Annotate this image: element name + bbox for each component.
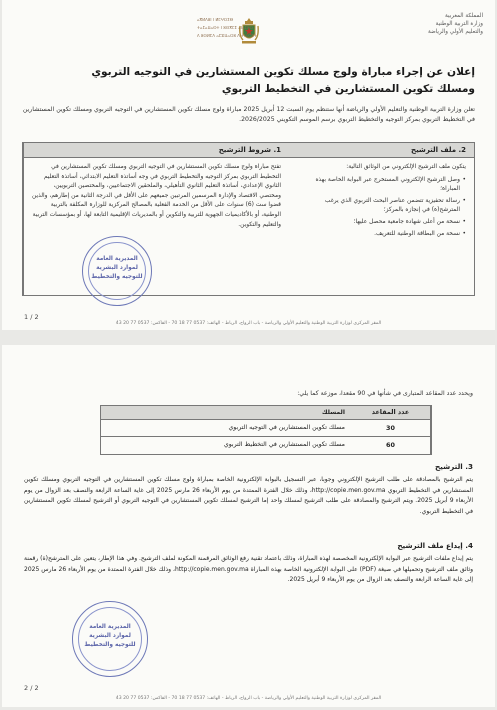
track-cell: مسلك تكوين المستشارين في التوجيه التربوي [228, 424, 345, 431]
section-4-title: 4. إيداع ملف الترشيح [397, 541, 473, 550]
amazigh-header [197, 16, 267, 40]
application-file-intro: يتكون ملف الترشيح الإلكتروني من الوثائق التالية: [346, 164, 466, 170]
ministry-header [273, 12, 483, 36]
conditions-text: تفتح مباراة ولوج مسلك تكوين المستشارين في التوجيه التربوي ومسلك تكوين المستشارين في التخطيط التربوي بمركز التوجيه والتخطيط التربوي في وجه أساتذة التعليم الابتدائي، أساتذة التعليم الثانوي الإعدادي، أساتذة التعليم الثانوي التأهيلي، والملحقين الاجتماعيين، والمختصين التربويين، ومختصي الاقتصاد والإدارة المرسمين المرتبين جميعهم على الأقل في الدرجة الثانية من إطارهم، والذين قضوا ست (6) سنوات على الأقل من الخدمة الفعلية بالمصالح المركزية للوزارة المكلفة بالتربية الوطنية، أو بالأكاديميات الجهوية للتربية والتكوين أو بالمديريات الإقليمية التابعة لها، أو بمؤسسات التربية والتعليم والتكوين. [32, 164, 281, 228]
header-line: ⵜⴰⵎⴰⵡⴰⵙⵜ ⵏ ⵓⵙⴳⵎⵉ ⴰⵏⴰⵎⵓⵔ [197, 25, 254, 30]
stamp-text: المديرية العامة [96, 256, 138, 262]
seats-intro: ويحدد عدد المقاعد المتبارى في شأنها في 90 مقعدا، موزعة كما يلي: [297, 390, 473, 397]
document-page-1 [2, 0, 495, 330]
seats-table [100, 405, 432, 455]
table-row [101, 420, 431, 437]
header-line: ⴰⴳⵍⴷⵓⵏ ⵏ ⵍⵎⵖⵔⵉⴱ [197, 17, 234, 22]
section-3-body: يتم الترشيح بالمصادقة على طلب الترشيح الإلكتروني وجوبا، عبر التسجيل بالبوابة الإلكترونية الخاصة بمباراة ولوج مسلك تكوين المستشارين في التوجيه التربوي ومسلك تكوين المستشارين في التخطيط التربوي http://copie.men.gov.ma، وذلك خلال الفترة الممتدة من يوم الأربعاء 26 مارس 2025 إلى غاية الساعة الرابعة والنصف بعد الزوال من يوم الأربعاء 9 أبريل 2025. ويتم الترشيح والمصادقة على طلب الترشيح لمسلك واحد إما الترشيح لمسلك تكوين المستشارين في التوجيه التربوي أو الترشيح لمسلك تكوين المستشارين في التخطيط التربوي. [24, 476, 474, 515]
official-stamp [82, 236, 152, 306]
header-line: المملكة المغربية [445, 13, 483, 19]
stamp-text: لموارد البشرية [89, 633, 131, 639]
title-line: إعلان عن إجراء مباراة ولوج مسلك تكوين المستشارين في التوجيه التربوي [91, 66, 475, 78]
announcement-title [22, 64, 475, 98]
track-header: المسلك [321, 409, 345, 416]
page-number: 2 / 2 [24, 684, 39, 692]
section-4-body: يتم إيداع ملفات الترشيح عبر البوابة الإلكترونية المخصصة لهذه المباراة، وذلك باعتماد تقنية رفع الوثائق المرقمنة المكونة لملف الترشيح. وفي هذا الإطار، يتعين على المترشح(ة) رقمنة وثائق ملف الترشيح وتحميلها في صيغة (PDF) على البوابة الإلكترونية الخاصة بهذه المباراة http://copie.men.gov.ma، وذلك خلال الفترة الممتدة من يوم الأربعاء 26 مارس 2025 إلى غاية الساعة الرابعة والنصف بعد الزوال من يوم الأربعاء 9 أبريل 2025. [23, 555, 474, 583]
list-item: • نسخة من أعلى شهادة جامعية محصل عليها؛ [295, 218, 466, 228]
official-stamp [72, 601, 148, 677]
stamp-text: المديرية العامة [89, 624, 131, 630]
conditions-header: 1. شروط الترشيح [24, 143, 289, 158]
header-line: ⴷ ⵓⵙⵍⵎⴷ ⴰⵎⵣⵡⴰⵔⵓ ⴷ ⵜⵏⴰⵔⵉⵜ [197, 33, 258, 38]
application-file-header: 2. ملف الترشيح [289, 143, 474, 158]
page-footer: المقر المركزي لوزارة التربية الوطنية والتعليم الأولي والرياضة - باب الرواح، الرباط - الهاتف: 0537 77 18 70 - الفاكس: 0537 77 20 43 [115, 696, 382, 701]
list-item: • نسخة من البطاقة الوطنية للتعريف. [295, 230, 466, 240]
seats-cell: 60 [351, 437, 431, 454]
title-line: ومسلك تكوين المستشارين في التخطيط التربوي [221, 83, 475, 95]
stamp-text: لموارد البشرية [96, 265, 138, 271]
conditions-column [23, 143, 289, 295]
stamp-text: للتوجيه والتخطيط [84, 642, 136, 648]
page-number: 1 / 2 [24, 313, 39, 321]
list-item: • رسالة تحفيزية تتضمن عناصر البحث التربوي الذي يرغب المترشح(ة) في إنجازه بالمركز؛ [295, 197, 466, 216]
section-3-title: 3. الترشيح [435, 462, 473, 471]
seats-header: عدد المقاعد [351, 406, 431, 419]
stamp-text: للتوجيه والتخطيط [91, 274, 143, 280]
application-file-column [289, 143, 474, 295]
list-item: • وصل الترشيح الإلكتروني المستخرج عبر البوابة الخاصة بهذه المباراة؛ [295, 176, 466, 195]
intro-paragraph: تعلن وزارة التربية الوطنية والتعليم الأولي والرياضة أنها ستنظم يوم السبت 12 أبريل 2025 مباراة ولوج مسلك تكوين المستشارين في التوجيه التربوي ومسلك تكوين المستشارين في التخطيط التربوي بمركز التوجيه والتخطيط التربوي برسم الموسم التكويني 2026/2025. [22, 106, 475, 123]
header-line: والتعليم الأولي والرياضة [427, 29, 483, 35]
table-row [101, 437, 431, 454]
track-cell: مسلك تكوين المستشارين في التخطيط التربوي [223, 441, 345, 448]
page-footer: المقر المركزي لوزارة التربية الوطنية والتعليم الأولي والرياضة - باب الرواح، الرباط - الهاتف: 0537 77 18 70 - الفاكس: 0537 77 20 43 [115, 321, 382, 326]
table-header-row [101, 406, 431, 420]
header-line: وزارة التربية الوطنية [435, 21, 483, 27]
document-page-2 [2, 345, 495, 707]
seats-cell: 30 [351, 420, 431, 436]
